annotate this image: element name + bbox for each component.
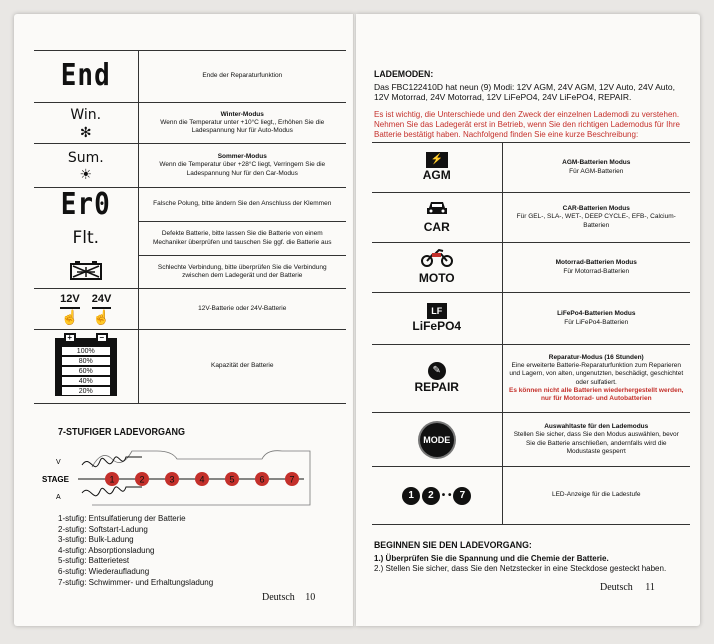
mode-title: AGM-Batterien Modus [562,159,631,167]
list-item: 5-stufig: Batterietest [58,556,130,566]
table-row [34,256,346,289]
table-row [34,103,346,144]
row-text: Defekte Batterie, bitte lassen Sie die Batterie von einem Mechaniker überprüfen und tauschen Sie ggf. die Batterie aus [152,230,332,246]
mode-text: Für AGM-Batterien [569,167,624,175]
list-item: 3-stufig: Bulk-Ladung [58,535,134,545]
table-row [34,188,346,222]
sun-icon: ☀ [79,166,93,183]
voltage-12v-label: 12V [60,293,80,309]
table-row [34,51,346,103]
mode-title: CAR-Batterien Modus [562,205,630,213]
row-text: Wenn die Temperatur über +28°C liegt, Verringern Sie die Ladespannung Nur für den Car-Modus [159,161,326,177]
footer-language: Deutsch [600,582,633,593]
summer-label: Sum. [67,149,104,166]
mode-text: Für GEL-, SLA-, WET-, DEEP CYCLE-, EFB-, Calcium-Batterien [516,213,676,229]
mode-title: LiFePo4-Batterien Modus [557,310,636,318]
stage-circle-2 [135,472,149,486]
table-row [34,222,346,256]
row-text: Falsche Polung, bitte ändern Sie den Anschluss der Klemmen [153,200,332,208]
mode-text: Für Motorrad-Batterien [563,267,630,275]
mode-label: REPAIR [414,380,459,394]
list-item: 1.) Überprüfen Sie die Spannung und die Chemie der Batterie. [374,554,609,563]
current-axis-label: A [56,494,61,501]
table-row [34,289,346,330]
list-item: 6-stufig: Wiederaufladung [58,566,150,576]
begin-heading: BEGINNEN SIE DEN LADEVORGANG: [374,540,532,551]
page-title: LADEMODEN: [374,69,434,80]
row-text: Wenn die Temperatur unter +10°C liegt,, Erhöhen Sie die Ladespannung Nur für Auto-Modus [160,118,325,135]
stage-circle-6 [255,472,269,486]
modes-table [372,142,690,525]
table-row [34,144,346,188]
mode-text: LED-Anzeige für die Ladestufe [551,491,641,499]
left-page [14,14,354,626]
snowflake-icon: ✻ [79,123,92,140]
table-row [372,243,690,293]
fault-label: Flt. [72,227,100,248]
end-display-icon: End [60,58,111,94]
footer [262,592,315,603]
stage-circle-7 [285,472,299,486]
mode-text: Für LiFePo4-Batterien [564,318,629,326]
mode-label: AGM [422,168,451,182]
row-text: Kapazität der Batterie [210,362,274,370]
mode-label: MOTO [418,270,455,285]
table-row [372,143,690,193]
battery-capacity-icon: + − 100% 80% 60% 40% 20% [55,338,117,396]
error-display-icon: Er0 [60,187,111,222]
row-text: 12V-Batterie oder 24V-Batterie [198,304,287,312]
lithium-battery-icon: LF [427,303,447,319]
svg-text:6: 6 [259,474,265,485]
voltage-24v-label: 24V [92,293,112,309]
capacity-level: 100% [62,347,110,355]
mode-note: Es können nicht alle Batterien wiederhergestellt werden, nur für Motorrad- und Autobatterien [509,386,684,402]
page-number: 10 [305,592,316,603]
car-icon [426,200,448,216]
mode-title: Auswahltaste für den Lademodus [544,423,649,431]
list-item: 1-stufig: Entsulfatierung der Batterie [58,514,186,523]
stage-circle-3 [165,472,179,486]
stage-circle-1 [105,472,119,486]
mode-title: Reparatur-Modus (16 Stunden) [548,354,644,362]
hand-pointer-icon: ☝ [92,308,111,325]
svg-text:4: 4 [199,474,205,485]
list-item: 7-stufig: Schwimmer- und Erhaltungsladung [58,577,214,587]
page-number: 11 [645,582,655,593]
wrench-icon: ✎ [428,362,446,380]
agm-battery-icon: ⚡ [426,152,448,168]
charging-stages-diagram [42,447,312,507]
row-title: Sommer-Modus [217,153,267,161]
hand-pointer-icon: ☝ [61,308,79,325]
warning-paragraph: Es ist wichtig, die Unterschiede und den Zweck der einzelnen Lademodi zu verstehen. Nehmen Sie das Ladegerät erst in Betrieb, wenn Sie den richtigen Lademodus für Ihre Batterie bestätigt haben. Nachfolgend finden Sie eine kurze Beschreibung: [374,110,680,139]
mode-label: LiFePO4 [412,319,462,333]
row-text: Ende der Reparaturfunktion [202,72,283,80]
section-title: 7-STUFIGER LADEVORGANG [58,427,186,438]
battery-connection-icon [69,259,103,281]
stage-list [58,514,213,588]
voltage-axis-label: V [56,459,61,466]
capacity-level: 60% [62,367,110,375]
row-title: Winter-Modus [220,110,264,118]
svg-text:5: 5 [229,474,235,485]
stage-circle-4 [195,472,209,486]
list-item: 4-stufig: Absorptionsladung [58,545,155,555]
footer [600,582,655,593]
status-table [34,50,346,404]
capacity-level: 20% [62,387,110,395]
list-item: 2.) Stellen Sie sicher, dass Sie den Netzstecker in eine Steckdose gesteckt haben. [374,564,667,573]
led-stage-icon: 1 2 • • 7 [402,493,471,500]
table-row [372,293,690,345]
mode-title: Motorrad-Batterien Modus [555,259,637,267]
intro-paragraph: Das FBC122410D hat neun (9) Modi: 12V AGM, 24V AGM, 12V Auto, 24V Auto, 12V Motorrad, 24V Motorrad, 12V LiFePO4, 24V LiFePO4, REPAIR. [374,82,675,102]
mode-button-icon: MODE [420,423,454,457]
stage-label: STAGE [42,475,69,484]
list-item: 2-stufig: Softstart-Ladung [58,524,148,534]
svg-text:3: 3 [169,474,175,485]
capacity-level: 80% [62,357,110,365]
begin-list [374,554,674,574]
svg-text:7: 7 [289,474,295,485]
mode-text: Stellen Sie sicher, dass Sie den Modus auswählen, bevor Sie die Batterie anschließen, andernfalls wird die Modustaste gesperrt [513,431,679,455]
svg-text:1: 1 [109,474,115,485]
capacity-level: 40% [62,377,110,385]
mode-label: CAR [423,219,450,234]
stage-circle-5 [225,472,239,486]
winter-label: Win. [70,107,102,124]
row-text: Schlechte Verbindung, bitte überprüfen Sie die Verbindung zwischen dem Ladegerät und der Batterie [157,263,327,279]
right-page [356,14,700,626]
motorcycle-icon [421,249,453,267]
footer-language: Deutsch [262,592,295,603]
table-row [372,413,690,467]
table-row [34,330,346,404]
svg-text:2: 2 [139,474,145,485]
table-row [372,193,690,243]
table-row [372,345,690,413]
mode-text: Eine erweiterte Batterie-Reparaturfunktion zum Reparieren und Lagern, von alten, ungenutzten, beschädigt, geschichtet oder sulfatiert. [509,362,684,386]
table-row [372,467,690,525]
